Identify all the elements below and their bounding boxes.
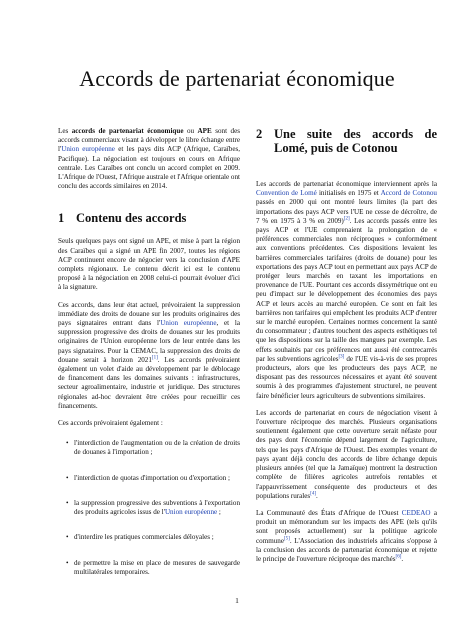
list-item: • l'interdiction de quotas d'importation ou d'exportation ;	[68, 474, 240, 483]
intro-text: ou	[183, 127, 198, 135]
link-union-europeenne[interactable]: Union européenne	[61, 145, 115, 154]
link-cedeao[interactable]: CEDEAO	[401, 508, 431, 517]
section2-paragraph	[256, 509, 437, 564]
intro-bold-acronym: APE	[197, 127, 212, 135]
list-item	[68, 499, 240, 517]
paragraph-text: , et la suppression progressive des droits de douanes sur les produits originaires de l'Union européenne lors de leur entrée dans les pays signataires. Pour la CEMAC, la suppression des droits de douane serait à horizon 2021	[58, 319, 240, 364]
paragraph-text: passés en 2000 qui ont montré leurs limites (la part des importations des pays ACP vers l'UE ne cesse de décroître, de 7 % en 1975 à 3 % en 2009)	[256, 198, 437, 225]
intro-text: sont des accords commerciaux visant à développer le libre échange entre l'	[58, 127, 240, 154]
paragraph-text: .	[401, 554, 404, 563]
footnote-ref[interactable]: [4]	[310, 491, 317, 497]
intro-text: et les pays dits ACP (Afrique, Caraïbes, Pacifique). La négociation est toujours en cours en Afrique centrale. Les Caraïbes ont conclu un accord complet en 2009. L'Afrique de l'Ouest, l'Afrique australe et l'Afrique orientale ont conclu des accords similaires en 2014.	[58, 145, 240, 191]
footnote-ref[interactable]: [2]	[343, 216, 350, 222]
footnote-ref[interactable]: [3]	[338, 354, 345, 360]
link-union-europeenne[interactable]: Union européenne	[160, 319, 217, 328]
section2-paragraph	[256, 409, 437, 501]
list-item: • de permettre la mise en place de mesures de sauvegarde multilatérales temporaires.	[68, 559, 240, 577]
footnote-ref[interactable]: [1]	[151, 355, 158, 361]
link-union-europeenne[interactable]: Union européenne	[164, 508, 218, 517]
intro-bold-term: accords de partenariat économique	[71, 127, 184, 135]
section-title: Contenu des accords	[76, 211, 187, 226]
section-number: 1	[58, 211, 65, 226]
paragraph-text: . L'Association des industriels africains s'oppose à la conclusion des accords de partenariat économique et rejette le principe de l'ouverture réciproque des marchés	[256, 536, 437, 563]
list-item: • d'interdire les pratiques commerciales déloyales ;	[68, 533, 240, 542]
intro-paragraph	[58, 127, 240, 191]
footnote-ref[interactable]: [6]	[395, 554, 402, 560]
section2-paragraph	[256, 180, 437, 401]
section-title: Une suite des accords de Lomé, puis de Cotonou	[274, 127, 437, 155]
list-item: • l'interdiction de l'augmentation ou de la création de droits de douanes à l'importation ;	[68, 439, 240, 457]
footnote-ref[interactable]: [5]	[283, 536, 290, 542]
section-heading-2	[256, 127, 437, 155]
paragraph-text: La Communauté des États d'Afrique de l'Ouest	[256, 508, 402, 517]
paragraph-text: a produit un mémorandum sur les impacts des APE (tels qu'ils sont proposés actuellement) sur la politique agricole commune	[256, 508, 437, 545]
link-accord-de-cotonou[interactable]: Accord de Cotonou	[380, 189, 437, 198]
provisions-list	[58, 439, 240, 577]
paragraph-text: .	[316, 491, 318, 500]
section1-paragraph: Seuls quelques pays ont signé un APE, et mise à part la région des Caraïbes qui a signé un APE fin 2007, toutes les régions ACP continuent encore de négocier vers la conclusion d'APE complets régionaux. Le contenu décrit ici est le contenu proposé à la négociation en 2008 celui-ci pourrait évoluer d'ici à la signature.	[58, 237, 240, 292]
section-number: 2	[256, 127, 263, 141]
paragraph-text: initialisés en 1975 et	[316, 189, 381, 198]
paragraph-text: Ces accords, dans leur état actuel, prévoiraient la suppression immédiate des droits de douane sur les produits originaires des pays signataires entrant dans l'	[58, 300, 240, 328]
page-title: Accords de partenariat économique	[79, 66, 395, 91]
left-column	[58, 127, 240, 593]
page-number: 1	[235, 596, 239, 605]
link-convention-de-lome[interactable]: Convention de Lomé	[256, 189, 317, 198]
list-item-text: la suppression progressive des subventions à l'exportation des produits agricoles issus de l'	[74, 498, 240, 517]
section-heading-1	[58, 211, 240, 225]
section1-paragraph	[58, 301, 240, 411]
paragraph-text: . Les accords prévoiraient également un volet d'aide au développement par le déblocage de financement dans les domaines suivants : infrastructures, secteur agroalimentaire, industrie et juridique. Des structures régionales ad-hoc devraient être créées pour recueillir ces financements.	[58, 355, 240, 410]
paragraph-text: Les accords de partenariat économique interviennent après la	[256, 180, 437, 188]
list-item-text: ;	[217, 508, 221, 517]
intro-text: Les	[58, 127, 72, 135]
right-column	[256, 127, 437, 572]
section1-paragraph: Ces accords prévoiraient également :	[58, 419, 163, 428]
paragraph-text: Les accords de partenariat en cours de négociation visent à l'ouverture réciproque des marchés. Plusieurs organisations soutiennent également que cette ouverture serait néfaste pour des pays dont l'économie dépend largement de l'agriculture, tels que les pays d'Afrique de l'Ouest. Des exemples venant de pays ayant déjà conclu des accords de libre échange depuis plusieurs années (tel que la Jamaïque) montrent la destruction complète de filières agricoles autrefois rentables et l'appauvrissement conséquente des producteurs et des populations rurales	[256, 408, 437, 500]
paragraph-text: de l'UE vis-à-vis de ses propres producteurs, alors que les producteurs des pays ACP, ne disposant pas des ressources nécessaires et ayant été souvent soumis à des programmes d'ajustement structurel, ne peuvent faire bénéficier leurs agriculteurs de subventions similaires.	[256, 354, 437, 400]
paragraph-text: . Les accords passés entre les pays ACP et l'UE comprenaient la prolongation de « préférences commerciales non réciproques » conformément aux conventions précédentes. Ces dispositions levaient les barrières commerciales tarifaires (droits de douane) pour les exportations des pays ACP tout en permettant aux pays ACP de protéger leurs marchés en taxant les importations en provenance de l'UE. Pourtant ces accords dissymétrique ont eu peu d'impact sur le développement des économies des pays ACP et leurs accès au marché européen. Ce sont en fait les barrières non tarifaires qui empêchent les produits ACP d'entrer sur le marché européen. Certaines normes concernent la santé du consommateur ; d'autres touchent des aspects esthétiques tel que les dispositions sur la taille des mangues par exemple. Les effets souhaités par ces préférences ont aussi été contrecarrés par les subventions agricoles	[256, 216, 437, 363]
